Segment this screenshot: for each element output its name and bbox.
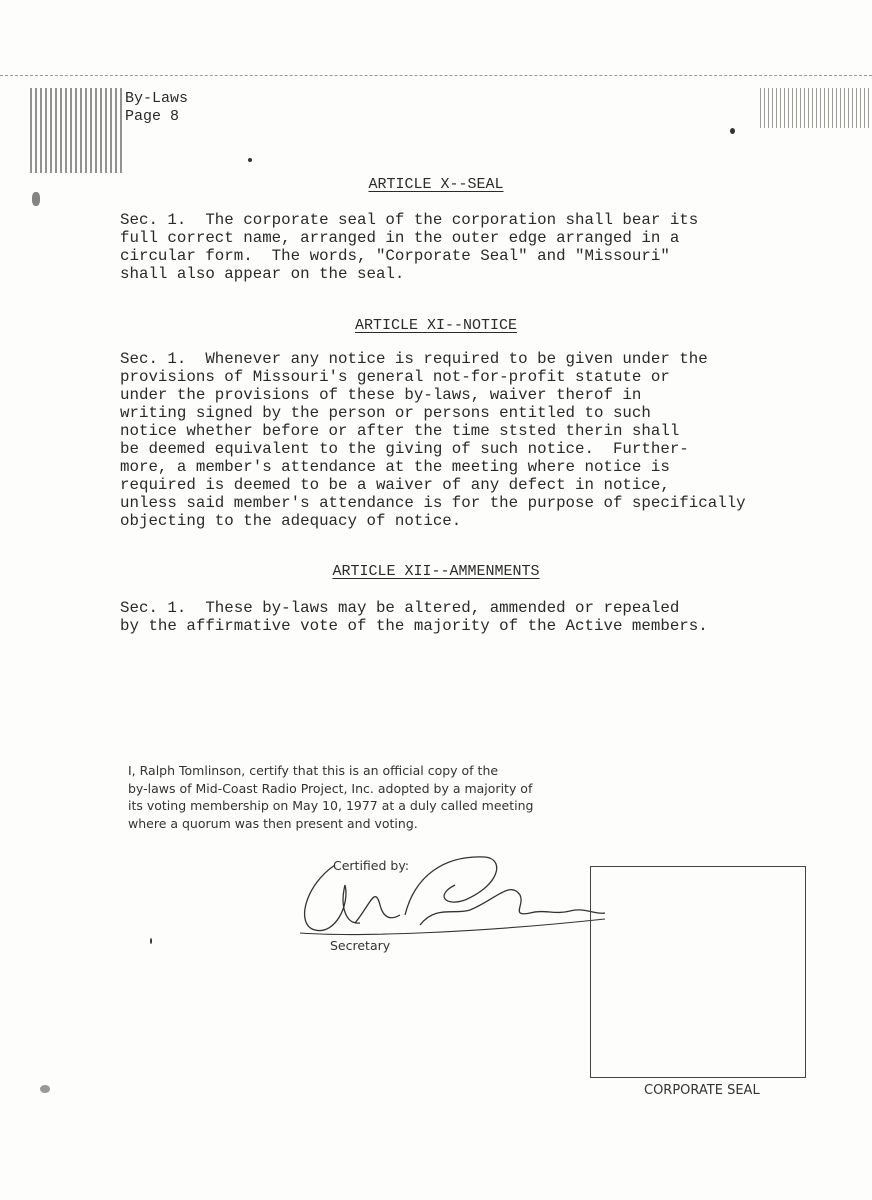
certification-line: its voting membership on May 10, 1977 at a duly called meeting xyxy=(128,798,534,813)
scan-speck xyxy=(730,128,735,134)
certified-by-label: Certified by: xyxy=(333,858,410,873)
article-xi-line: under the provisions of these by-laws, waiver therof in xyxy=(120,386,642,404)
article-x-heading: ARTICLE X--SEAL xyxy=(368,176,504,193)
article-x-body xyxy=(120,211,698,283)
scan-artifact-left xyxy=(30,88,125,173)
article-xi-line: unless said member's attendance is for the purpose of specifically xyxy=(120,494,746,512)
scan-speck xyxy=(248,158,252,162)
certification-line: I, Ralph Tomlinson, certify that this is an official copy of the xyxy=(128,763,499,778)
article-xi-line: more, a member's attendance at the meeting where notice is xyxy=(120,458,670,476)
article-xi-line: provisions of Missouri's general not-for-profit statute or xyxy=(120,368,670,386)
certification-statement xyxy=(128,762,533,832)
article-xi-heading: ARTICLE XI--NOTICE xyxy=(354,317,518,334)
scan-speck xyxy=(32,192,40,206)
secretary-title: Secretary xyxy=(330,938,391,953)
header-page-number: Page 8 xyxy=(125,108,180,125)
article-xi-line: writing signed by the person or persons entitled to such xyxy=(120,404,651,422)
article-xi-body xyxy=(120,350,746,530)
article-x-line: Sec. 1. The corporate seal of the corporation shall bear its xyxy=(120,211,699,229)
article-xi-line: notice whether before or after the time ststed therin shall xyxy=(120,422,680,440)
certification-line: by-laws of Mid-Coast Radio Project, Inc. adopted by a majority of xyxy=(128,780,533,796)
header-title: By-Laws xyxy=(125,90,189,107)
corporate-seal-label: CORPORATE SEAL xyxy=(644,1083,760,1098)
article-xi-line: Sec. 1. Whenever any notice is required to be given under the xyxy=(120,350,708,368)
page-header xyxy=(125,90,188,126)
article-xi-line: be deemed equivalent to the giving of such notice. Further- xyxy=(120,440,689,458)
scan-speck xyxy=(150,938,152,944)
article-x-line: circular form. The words, "Corporate Seal" and "Missouri" xyxy=(120,247,670,265)
scan-artifact-right xyxy=(760,88,872,128)
scan-speck xyxy=(40,1085,50,1093)
article-xii-body xyxy=(120,599,708,635)
article-x-line: shall also appear on the seal. xyxy=(120,265,405,283)
article-xii-heading: ARTICLE XII--AMMENMENTS xyxy=(332,563,540,580)
article-x-line: full correct name, arranged in the outer edge arranged in a xyxy=(120,229,680,247)
article-xi-line: objecting to the adequacy of notice. xyxy=(120,512,462,530)
article-xi-line: required is deemed to be a waiver of any defect in notice, xyxy=(120,476,670,494)
article-xii-line: Sec. 1. These by-laws may be altered, ammended or repealed xyxy=(120,599,680,617)
corporate-seal-box xyxy=(590,866,806,1078)
article-xii-line: by the affirmative vote of the majority of the Active members. xyxy=(120,617,708,635)
top-scan-rule xyxy=(0,75,872,76)
certification-line: where a quorum was then present and voting. xyxy=(128,815,418,831)
